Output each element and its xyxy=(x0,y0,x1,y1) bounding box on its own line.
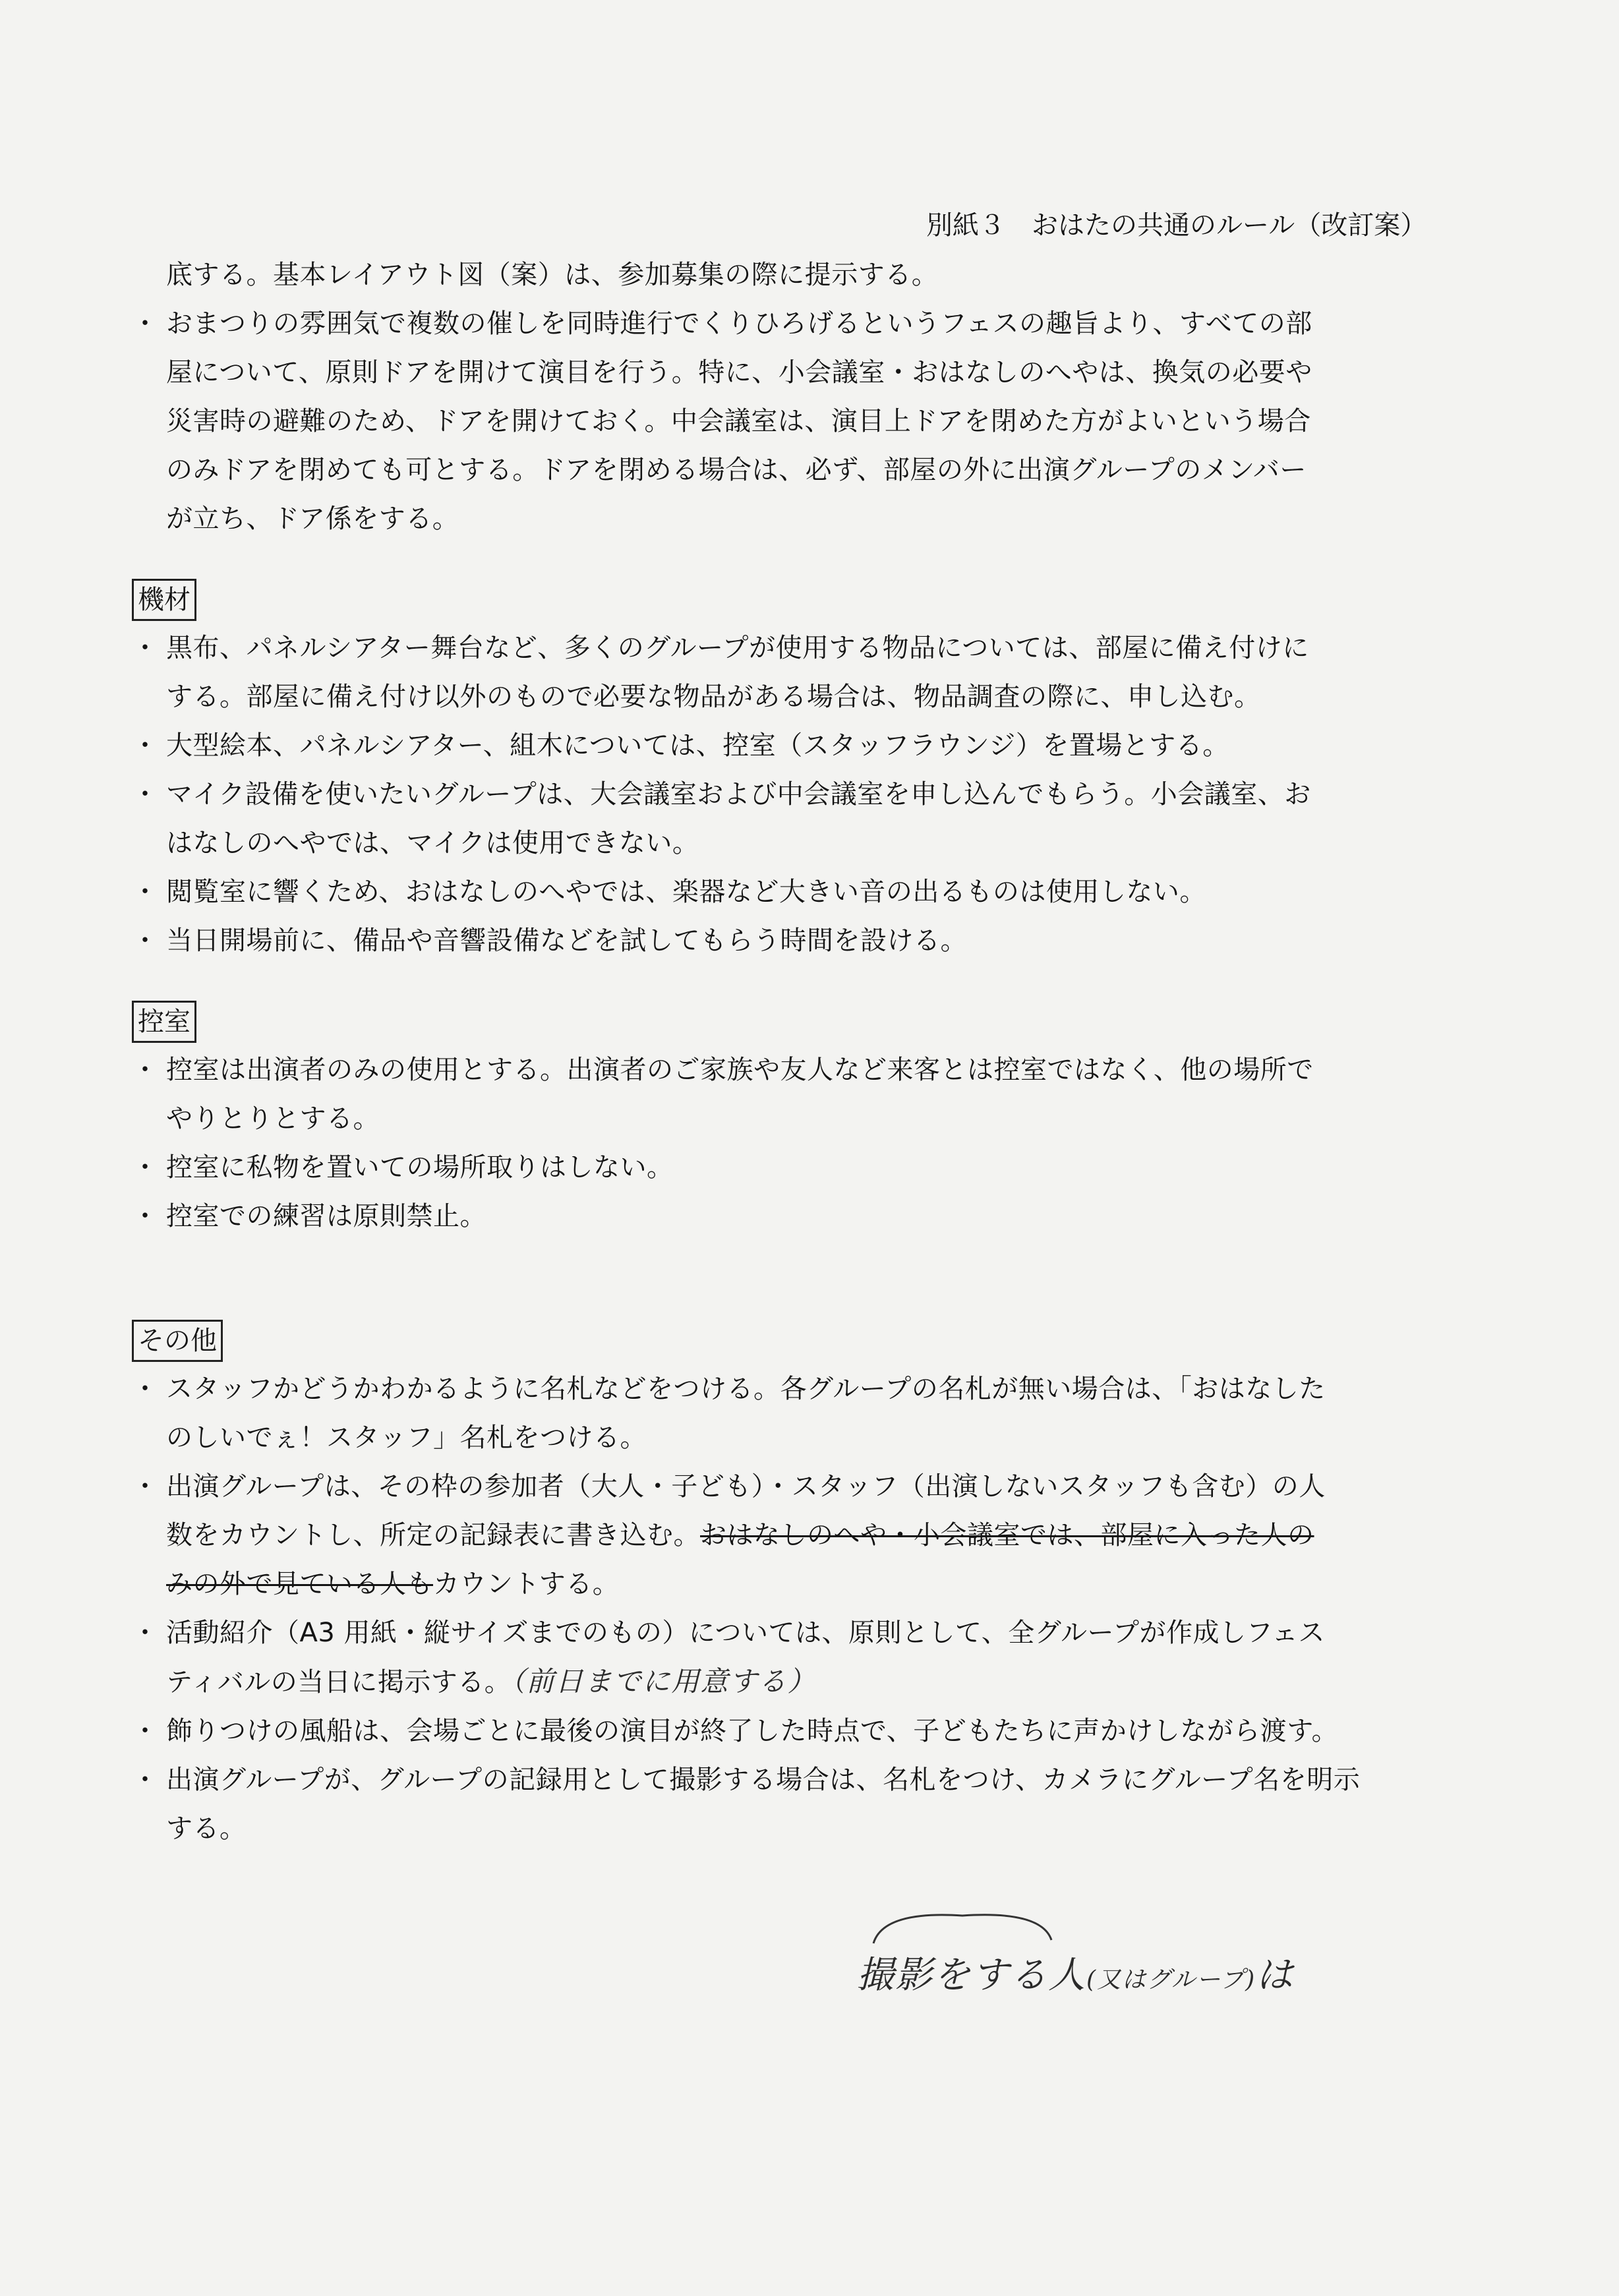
document-header: 別紙３ おはたの共通のルール（改訂案） xyxy=(926,210,1427,241)
list-item-door-rule xyxy=(132,299,1490,543)
line: 控室は出演者のみの使用とする。出演者のご家族や友人など来客とは控室ではなく、他の場所で xyxy=(166,1055,1314,1085)
line: はなしのへやでは、マイクは使用できない。 xyxy=(166,828,699,858)
struck-text: みの外で見ている人も xyxy=(166,1569,433,1599)
line: 災害時の避難のため、ドアを開けておく。中会議室は、演目上ドアを閉めた方がよいという場合 xyxy=(166,406,1311,436)
intro-line: 底する。基本レイアウト図（案）は、参加募集の際に提示する。 xyxy=(166,260,939,290)
handwritten-note-main: 撮影をする人 xyxy=(857,1954,1086,1997)
line: カウントする。 xyxy=(433,1569,620,1599)
line: マイク設備を使いたいグループは、大会議室および中会議室を申し込んでもらう。小会議室、お xyxy=(166,779,1311,809)
section-title-other: その他 xyxy=(132,1320,223,1362)
list-item xyxy=(132,916,1490,965)
handwritten-note-tail: は xyxy=(1256,1954,1295,1997)
section-title-waiting-room: 控室 xyxy=(132,1001,196,1043)
list-item xyxy=(132,721,1490,770)
line: する。 xyxy=(166,1813,247,1844)
handwritten-annotation: （前日までに用意する） xyxy=(511,1665,817,1697)
line: 当日開場前に、備品や音響設備などを試してもらう時間を設ける。 xyxy=(166,926,967,956)
line: 屋について、原則ドアを開けて演目を行う。特に、小会議室・おはなしのへやは、換気の必要や xyxy=(166,357,1312,388)
list-item xyxy=(132,1462,1490,1608)
section-title-equipment: 機材 xyxy=(132,579,196,621)
document-body xyxy=(132,250,1490,1853)
line: 控室での練習は原則禁止。 xyxy=(166,1201,486,1231)
list-item xyxy=(132,1192,1490,1241)
list-item xyxy=(132,1143,1490,1192)
list-item xyxy=(132,770,1490,868)
line: 閲覧室に響くため、おはなしのへやでは、楽器など大きい音の出るものは使用しない。 xyxy=(166,877,1206,907)
line: が立ち、ドア係をする。 xyxy=(166,504,459,534)
handwritten-note xyxy=(857,1946,1294,1999)
handwritten-note-small: (又はグループ) xyxy=(1086,1966,1256,1993)
struck-text: おはなしのへや・小会議室では、部屋に入った人の xyxy=(700,1520,1314,1550)
line: 飾りつけの風船は、会場ごとに最後の演目が終了した時点で、子どもたちに声かけしながら渡す。 xyxy=(166,1716,1338,1746)
line: おまつりの雰囲気で複数の催しを同時進行でくりひろげるというフェスの趣旨より、すべての部 xyxy=(166,309,1312,339)
list-item xyxy=(132,1045,1490,1143)
line: のしいでぇ！スタッフ」名札をつける。 xyxy=(166,1423,647,1453)
line: 活動紹介（A3 用紙・縦サイズまでのもの）については、原則として、全グループが作成しフェス xyxy=(166,1618,1326,1648)
line: のみドアを閉めても可とする。ドアを閉める場合は、必ず、部屋の外に出演グループのメンバー xyxy=(166,455,1307,485)
list-item xyxy=(132,868,1490,916)
line: やりとりとする。 xyxy=(166,1104,380,1134)
line: 黒布、パネルシアター舞台など、多くのグループが使用する物品については、部屋に備え付けに xyxy=(166,633,1309,663)
line: 出演グループは、その枠の参加者（大人・子ども）・スタッフ（出演しないスタッフも含む）の人 xyxy=(166,1471,1326,1502)
line: 数をカウントし、所定の記録表に書き込む。 xyxy=(166,1520,700,1550)
line: 控室に私物を置いての場所取りはしない。 xyxy=(166,1152,674,1183)
line: する。部屋に備え付け以外のもので必要な物品がある場合は、物品調査の際に、申し込む。 xyxy=(166,682,1261,712)
list-item xyxy=(132,1707,1490,1755)
list-item xyxy=(132,1608,1490,1707)
list-item xyxy=(132,624,1490,721)
line: ティバルの当日に掲示する。 xyxy=(166,1667,512,1697)
section-waiting-room xyxy=(132,1001,1490,1241)
line: 出演グループが、グループの記録用として撮影する場合は、名札をつけ、カメラにグループ名を明示 xyxy=(166,1765,1361,1795)
list-item xyxy=(132,1365,1490,1462)
section-other xyxy=(132,1320,1490,1853)
handwritten-brace xyxy=(870,1904,1055,1950)
list-item xyxy=(132,1755,1490,1853)
line: スタッフかどうかわかるように名札などをつける。各グループの名札が無い場合は、「おはなした xyxy=(166,1374,1326,1404)
section-equipment xyxy=(132,579,1490,965)
line: 大型絵本、パネルシアター、組木については、控室（スタッフラウンジ）を置場とする。 xyxy=(166,730,1229,761)
